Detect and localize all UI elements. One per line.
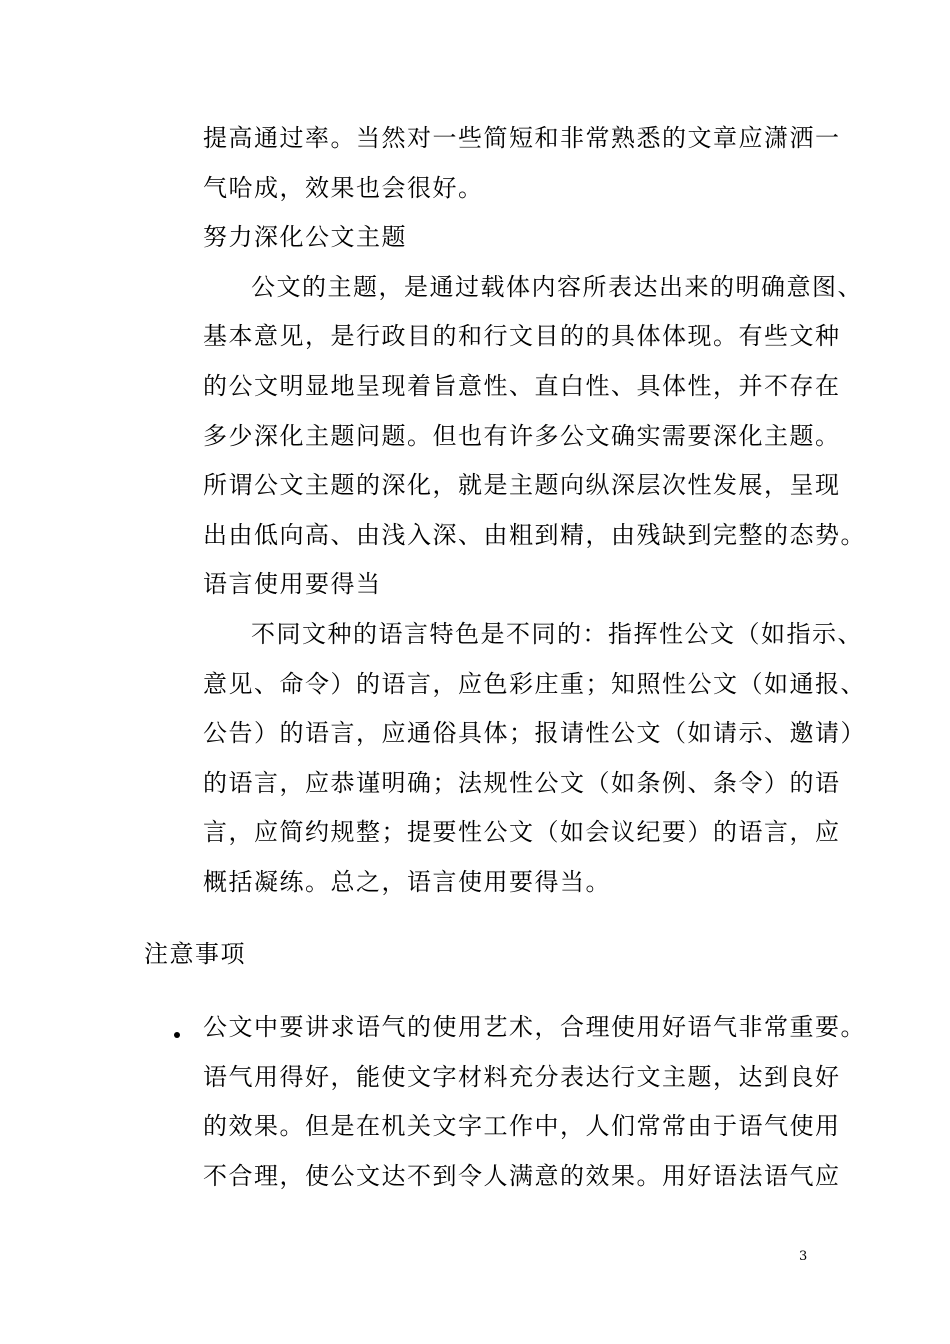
- bullet-item: [203, 1003, 866, 1201]
- subheading: 语言使用要得当: [203, 570, 382, 599]
- paragraph-line: 出由低向高、由浅入深、由粗到精，由残缺到完整的态势。: [203, 520, 866, 549]
- paragraph-line: 不同文种的语言特色是不同的：指挥性公文（如指示、: [251, 619, 863, 648]
- paragraph-line: 公告）的语言，应通俗具体；报请性公文（如请示、邀请）: [203, 719, 866, 748]
- bullet-line: 不合理，使公文达不到令人满意的效果。用好语法语气应: [203, 1161, 841, 1190]
- paragraph-line: 基本意见，是行政目的和行文目的的具体体现。有些文种: [203, 322, 841, 351]
- bullet-line: 的效果。但是在机关文字工作中，人们常常由于语气使用: [203, 1112, 841, 1141]
- paragraph-line: 概括凝练。总之，语言使用要得当。: [203, 867, 611, 896]
- paragraph-line: 公文的主题，是通过载体内容所表达出来的明确意图、: [251, 272, 863, 301]
- bullet-icon: [174, 1032, 180, 1038]
- paragraph-line: 提高通过率。当然对一些简短和非常熟悉的文章应潇洒一: [203, 124, 841, 152]
- body-text: [203, 114, 866, 908]
- bullet-line: 语气用得好，能使文字材料充分表达行文主题，达到良好: [203, 1062, 841, 1091]
- section-title: 注意事项: [144, 940, 246, 968]
- paragraph-line: 言，应简约规整；提要性公文（如会议纪要）的语言，应: [203, 818, 841, 847]
- paragraph-line: 的公文明显地呈现着旨意性、直白性、具体性，并不存在: [203, 371, 841, 400]
- paragraph-line: 的语言，应恭谨明确；法规性公文（如条例、条令）的语: [203, 768, 841, 797]
- subheading: 努力深化公文主题: [203, 223, 407, 252]
- paragraph-line: 多少深化主题问题。但也有许多公文确实需要深化主题。: [203, 421, 841, 450]
- paragraph-line: 气哈成，效果也会很好。: [203, 173, 484, 202]
- bullet-line: 公文中要讲求语气的使用艺术，合理使用好语气非常重要。: [203, 1013, 866, 1041]
- paragraph-line: 所谓公文主题的深化，就是主题向纵深层次性发展，呈现: [203, 471, 841, 500]
- page-number: 3: [799, 1249, 808, 1264]
- paragraph-line: 意见、命令）的语言，应色彩庄重；知照性公文（如通报、: [203, 669, 866, 698]
